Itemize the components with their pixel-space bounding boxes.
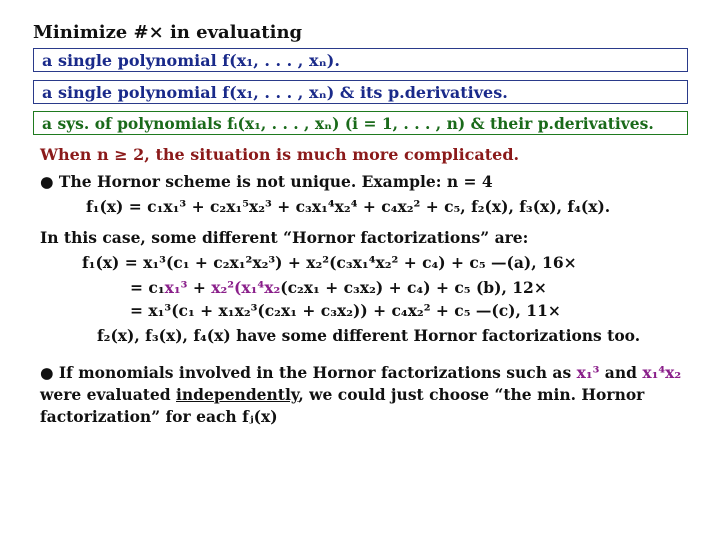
- factorization-b-highlight-2: x₂²(x₁⁴x₂: [211, 278, 281, 297]
- goal-box-single-polynomial: a single polynomial f(x₁, . . . , xₙ).: [33, 48, 688, 72]
- factorization-b-post: (c₂x₁ + c₃x₂) + c₄) + c₅ (b), 12×: [280, 278, 547, 297]
- goal-box-system-polynomials: a sys. of polynomials fᵢ(x₁, . . . , xₙ) (i = 1, . . . , n) & their p.derivatives.: [33, 111, 688, 135]
- paragraph-line-2: [40, 385, 644, 404]
- paragraph-line-3: factorization” for each fⱼ(x): [40, 407, 278, 426]
- monomial-highlight-1: x₁³: [576, 363, 600, 382]
- factorization-b: [130, 278, 547, 297]
- paragraph-line-2-pre: were evaluated: [40, 385, 176, 404]
- goal-box-polynomial-derivatives: a single polynomial f(x₁, . . . , xₙ) & its p.derivatives.: [33, 80, 688, 104]
- paragraph-line-2-post: , we could just choose “the min. Hornor: [298, 385, 645, 404]
- paragraph-line-1: [40, 363, 681, 382]
- factorization-b-highlight-1: x₁³: [164, 278, 188, 297]
- hornor-intro: ● The Hornor scheme is not unique. Example: n = 4: [40, 172, 493, 191]
- factorizations-intro: In this case, some different “Hornor factorizations” are:: [40, 228, 529, 247]
- factorization-b-mid: +: [187, 278, 212, 297]
- factorization-c: = x₁³(c₁ + x₁x₂³(c₂x₁ + c₃x₂)) + c₄x₂² + c₅ —(c), 11×: [130, 301, 561, 320]
- independently-underlined: independently: [176, 385, 299, 404]
- slide-title: Minimize #× in evaluating: [33, 22, 303, 43]
- monomial-highlight-2: x₁⁴x₂: [642, 363, 682, 382]
- factorization-b-pre: = c₁: [130, 278, 165, 297]
- factorization-a: f₁(x) = x₁³(c₁ + c₂x₁²x₂³) + x₂²(c₃x₁⁴x₂² + c₄) + c₅ —(a), 16×: [82, 253, 577, 272]
- f1-definition: f₁(x) = c₁x₁³ + c₂x₁⁵x₂³ + c₃x₁⁴x₂⁴ + c₄x₂² + c₅, f₂(x), f₃(x), f₄(x).: [86, 197, 611, 216]
- complication-note: When n ≥ 2, the situation is much more complicated.: [40, 145, 520, 164]
- other-functions-note: f₂(x), f₃(x), f₄(x) have some different Hornor factorizations too.: [97, 326, 641, 345]
- paragraph-and: and: [599, 363, 643, 382]
- paragraph-line-1-text: ● If monomials involved in the Hornor factorizations such as: [40, 363, 577, 382]
